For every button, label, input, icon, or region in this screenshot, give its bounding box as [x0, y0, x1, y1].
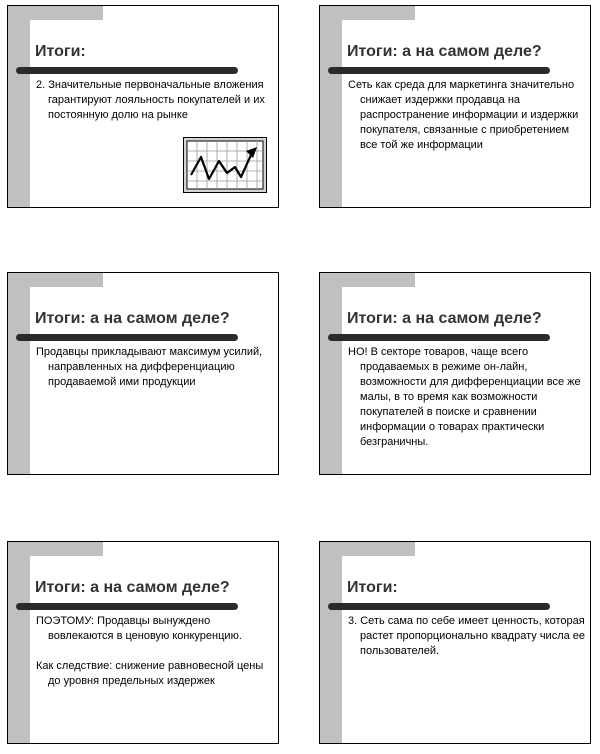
slide-title: Итоги: а на самом деле?	[35, 310, 230, 327]
slide-paragraph: НО! В секторе товаров, чаще всего продаваемых в режиме он-лайн, возможности для дифференциации все же малы, в то время как возможности покупателей в поиске и сравнении информации о товарах практически безграничны.	[348, 346, 581, 448]
slide-paragraph: Сеть как среда для маркетинга значительно снижает издержки продавца на распространение информации и издержки покупателя, связанные с приобретением все той же информации	[348, 79, 579, 151]
slide-body	[348, 78, 586, 168]
slide-title: Итоги: а на самом деле?	[347, 310, 542, 327]
slide-4	[319, 272, 591, 475]
slide-body	[36, 614, 274, 704]
slide-3	[7, 272, 279, 475]
slide-1	[7, 5, 279, 208]
line-chart-icon	[183, 137, 267, 193]
title-underline-bar	[16, 334, 238, 341]
slide-title: Итоги: а на самом деле?	[35, 579, 230, 596]
title-underline-bar	[328, 67, 550, 74]
slide-paragraph: 2. Значительные первоначальные вложения гарантируют лояльность покупателей и их постоянную долю на рынке	[36, 79, 265, 121]
slide-5	[7, 541, 279, 744]
slide-paragraph: Как следствие: снижение равновесной цены до уровня предельных издержек	[36, 660, 264, 687]
slide-6	[319, 541, 591, 744]
slide-body	[36, 345, 274, 405]
slide-title: Итоги: а на самом деле?	[347, 43, 542, 60]
title-underline-bar	[16, 67, 238, 74]
slide-body	[348, 614, 586, 674]
title-underline-bar	[328, 334, 550, 341]
slide-paragraph: Продавцы прикладывают максимум усилий, направленных на дифференциацию продаваемой ими продукции	[36, 346, 263, 388]
slide-paragraph: 3. Сеть сама по себе имеет ценность, которая растет пропорционально квадрату числа ее пользователей.	[348, 615, 586, 657]
slide-title: Итоги:	[347, 579, 398, 596]
slide-paragraph: ПОЭТОМУ: Продавцы вынуждено вовлекаются в ценовую конкуренцию.	[36, 615, 242, 642]
slide-2	[319, 5, 591, 208]
title-underline-bar	[16, 603, 238, 610]
slide-title: Итоги:	[35, 43, 86, 60]
slide-body	[348, 345, 586, 465]
title-underline-bar	[328, 603, 550, 610]
slide-body	[36, 78, 274, 138]
